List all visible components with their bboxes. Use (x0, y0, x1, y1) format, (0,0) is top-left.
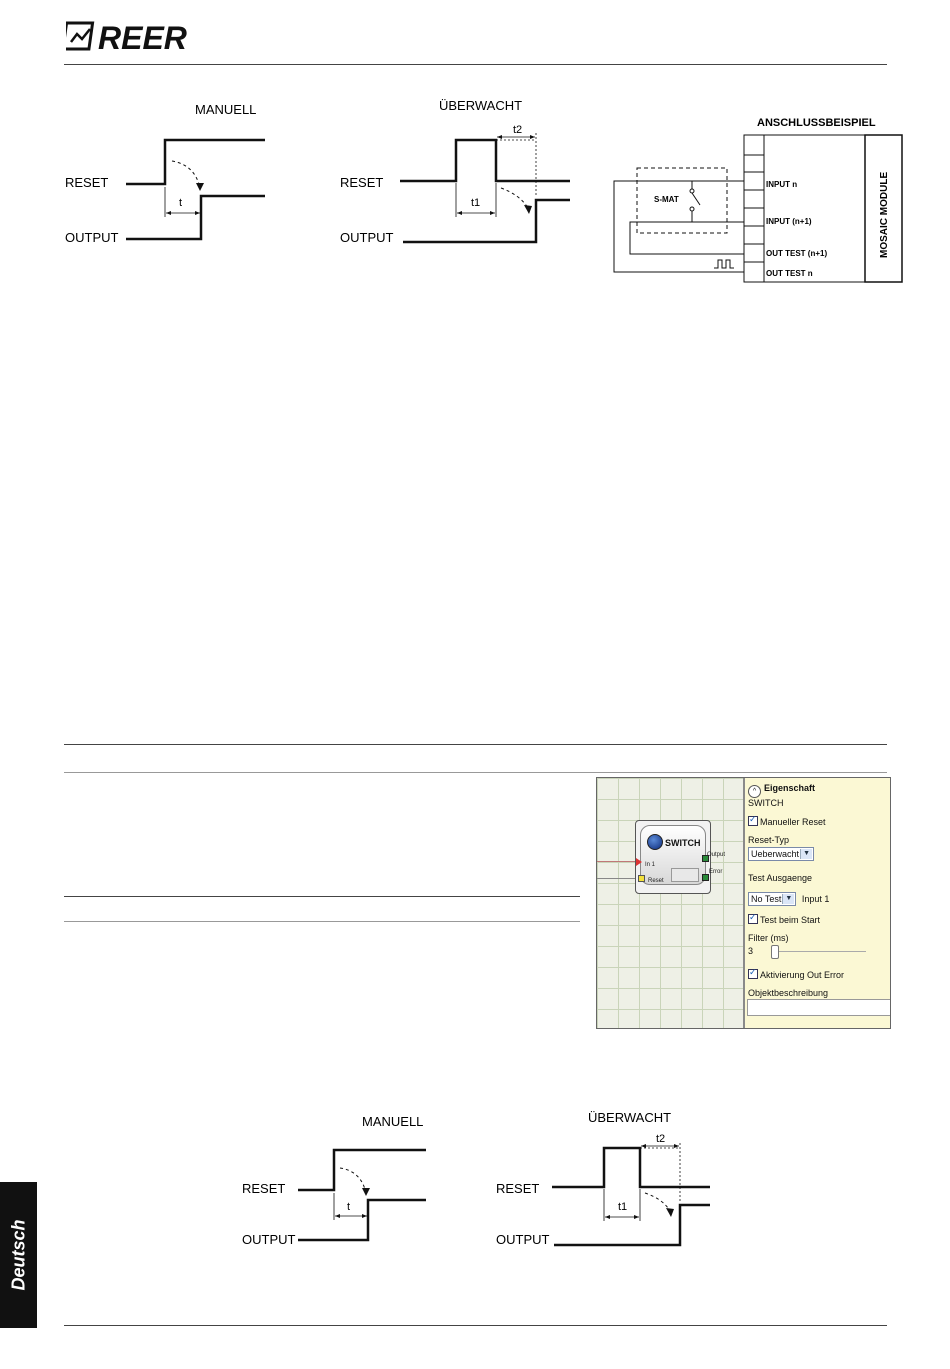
manual-reset-checkbox[interactable]: ✓Manueller Reset (748, 816, 826, 827)
test-outputs-label: Test Ausgaenge (748, 873, 813, 883)
port-in-marker[interactable] (636, 858, 642, 866)
timing-diagram-manual-bottom (238, 1108, 438, 1258)
checkbox-icon (748, 816, 758, 826)
reset-type-select[interactable]: Ueberwacht ▼ (748, 847, 814, 861)
reset-label: RESET (65, 175, 109, 190)
section-rule (64, 896, 580, 897)
port-output-label: Output (707, 852, 726, 858)
t2-label: t2 (513, 124, 523, 136)
t-label: t (179, 197, 183, 209)
filter-value: 3 (748, 946, 754, 956)
test-at-start-checkbox[interactable]: ✓Test beim Start (748, 914, 820, 925)
terminal-out-test-n1: OUT TEST (n+1) (766, 249, 828, 258)
port-reset-label: Reset (648, 878, 664, 884)
port-in-label: In 1 (645, 862, 656, 868)
language-tab (0, 1182, 37, 1328)
reset-label: RESET (242, 1181, 286, 1196)
port-error-label: Error (709, 869, 723, 875)
props-header: Eigenschaft (764, 783, 816, 793)
language-label: Deutsch (8, 1219, 28, 1291)
props-name: SWITCH (748, 798, 784, 808)
software-screenshot (596, 777, 891, 1029)
t-label: t (347, 1201, 351, 1213)
section-rule (64, 744, 887, 745)
diagram-title: ÜBERWACHT (588, 1110, 672, 1125)
timing-diagram-monitored-top (335, 95, 585, 255)
test-outputs-select[interactable]: No Test ▼ (748, 892, 796, 906)
design-canvas[interactable] (597, 778, 745, 1028)
t2-label: t2 (656, 1133, 666, 1145)
output-label: OUTPUT (242, 1232, 296, 1247)
port-reset-marker[interactable] (638, 875, 645, 882)
port-error-marker[interactable] (702, 874, 709, 881)
header-rule (64, 64, 887, 65)
filter-slider-track[interactable] (771, 951, 866, 952)
t1-label: t1 (618, 1201, 628, 1213)
section-rule (64, 772, 887, 773)
reer-logo (66, 20, 190, 54)
checkbox-icon (748, 914, 758, 924)
block-title: SWITCH (665, 838, 701, 848)
switch-block[interactable] (635, 820, 711, 894)
diagram-title: ÜBERWACHT (439, 98, 523, 113)
chevron-down-icon: ▼ (782, 894, 794, 904)
device-label: S-MAT (654, 195, 679, 204)
filter-slider-thumb[interactable] (771, 945, 779, 959)
timing-diagram-manual-top (60, 95, 280, 255)
t1-label: t1 (471, 197, 481, 209)
diagram-title: MANUELL (195, 102, 257, 117)
output-label: OUTPUT (65, 230, 119, 245)
test-outputs-input: Input 1 (801, 894, 830, 904)
out-error-checkbox[interactable]: ✓Aktivierung Out Error (748, 969, 844, 980)
chevron-down-icon: ▼ (800, 849, 812, 859)
filter-label: Filter (ms) (748, 933, 789, 943)
description-label: Objektbeschreibung (748, 988, 829, 998)
wiring-title: ANSCHLUSSBEISPIEL (757, 117, 876, 129)
module-label: MOSAIC MODULE (879, 171, 890, 258)
terminal-input-n: INPUT n (766, 180, 798, 189)
timing-diagram-monitored-bottom (492, 1105, 722, 1255)
reset-type-label: Reset-Typ (748, 835, 790, 845)
terminal-out-test-n: OUT TEST n (766, 269, 813, 278)
reset-label: RESET (496, 1181, 540, 1196)
diagram-title: MANUELL (362, 1114, 424, 1129)
section-rule (64, 921, 580, 922)
output-label: OUTPUT (340, 230, 394, 245)
properties-panel (745, 778, 890, 1028)
brand-text: REER (98, 20, 187, 54)
footer-rule (64, 1325, 887, 1326)
terminal-input-n1: INPUT (n+1) (766, 217, 812, 226)
output-label: OUTPUT (496, 1232, 550, 1247)
switch-icon (647, 834, 663, 850)
collapse-icon[interactable]: ^ (748, 785, 761, 798)
checkbox-icon (748, 969, 758, 979)
wiring-diagram (610, 110, 910, 285)
reset-label: RESET (340, 175, 384, 190)
description-input[interactable] (747, 999, 891, 1016)
